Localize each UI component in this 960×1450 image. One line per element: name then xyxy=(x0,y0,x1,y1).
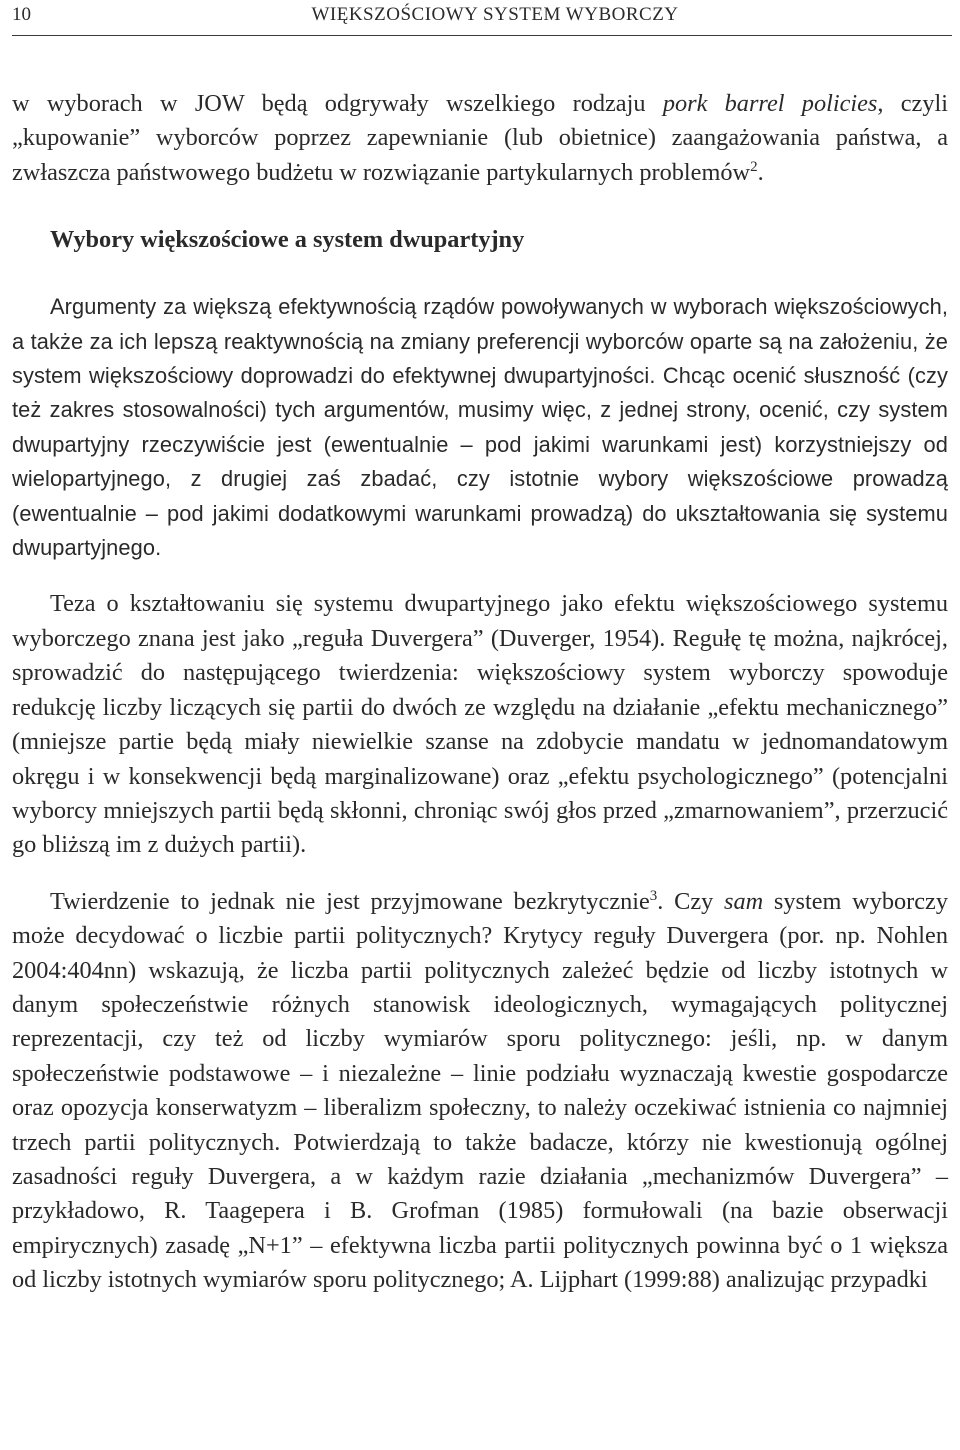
header-rule xyxy=(12,35,952,36)
criticism-text-part3: system wyborczy może decydować o liczbie partii politycznych? Krytycy reguły Duvergera (por. np. Nohlen 2004:404nn) wskazują, że liczba partii politycznych zależeć będzie od liczby istotnych w danym społeczeństwie różnych stanowisk ideologicznych, wymagających politycznej reprezentacji, czy też od liczby wymiarów sporu politycznego: jeśli, np. w danym społeczeństwie podstawowe – i niezależne – linie podziału wyznaczają kwestie gospodarcze oraz opozycja konserwatyzm – liberalizm społeczny, to należy oczekiwać istnienia co najmniej trzech partii politycznych. Potwierdzają to także badacze, którzy nie kwestionują ogólnej zasadności reguły Duvergera, a w każdym razie działania „mechanizmów Duvergera” – przykładowo, R. Taagepera i B. Grofman (1985) formułowali (na bazie obserwacji empirycznych) zasadę „N+1” – efektywna liczba partii politycznych powinna być o 1 większa od liczby istotnych wymiarów sporu politycznego; A. Lijphart (1999:88) analizując przypadki xyxy=(12,887,948,1294)
criticism-italic-word: sam xyxy=(724,887,764,915)
intro-italic-term: pork barrel policies xyxy=(662,90,878,117)
paragraph-duverger-rule: Teza o kształtowaniu się systemu dwupartyjnego jako efektu większościowego systemu wyborczego znana jest jako „reguła Duvergera” (Duverger, 1954). Regułę tę można, najkrócej, sprowadzić do następującego twierdzenia: większościowy system wyborczy spowoduje redukcję liczby liczących się partii do dwóch ze względu na działanie „efektu mechanicznego” (mniejsze partie będą miały niewielkie szanse na zdobycie mandatu w jednomandatowym okręgu i w konsekwencji będą marginalizowane) oraz „efektu psychologicznego” (potencjalni wyborcy mniejszych partii będą skłonni, chroniąc swój głos przed „zmarnowaniem”, przerzucić go bliższą im z dużych partii). xyxy=(12,590,948,859)
footnote-marker-3[interactable]: 3 xyxy=(649,887,658,904)
criticism-text-part1: Twierdzenie to jednak nie jest przyjmowane bezkrytycznie xyxy=(50,887,650,915)
paragraph-arguments: Argumenty za większą efektywnością rządów powoływanych w wyborach większościowych, a także za ich lepszą reaktywnością na zmiany preferencji wyborców oparte są na założeniu, że system większościowy doprowadzi do efektywnej dwupartyjności. Chcąc ocenić słuszność (czy też zakres stosowalności) tych argumentów, musimy więc, z jednej strony, ocenić, czy system dwupartyjny rzeczywiście jest (ewentualnie – pod jakimi warunkami jest) korzystniejszy od wielopartyjnego, z drugiej zaś zbadać, czy istotnie wybory większościowe prowadzą (ewentualnie – pod jakimi dodatkowymi warunkami prowadzą) do ukształtowania się systemu dwupartyjnego. xyxy=(12,294,948,561)
criticism-text-part2: . Czy xyxy=(657,887,725,915)
intro-paragraph xyxy=(12,87,948,190)
footnote-marker-2[interactable]: 2 xyxy=(750,158,758,175)
running-title: WIĘKSZOŚCIOWY SYSTEM WYBORCZY xyxy=(311,4,679,25)
body-text xyxy=(12,87,948,1298)
running-header xyxy=(12,2,948,28)
intro-text-part1: w wyborach w JOW będą odgrywały wszelkiego rodzaju xyxy=(12,90,663,117)
section-heading: Wybory większościowe a system dwupartyjny xyxy=(50,226,525,254)
page-number: 10 xyxy=(12,4,31,25)
intro-text-part2: , czyli „kupowanie” wyborców poprzez zapewnianie (lub obietnice) zaangażowania państwa, a zwłaszcza państwowego budżetu w rozwiązanie partykularnych problemów xyxy=(12,90,948,186)
paragraph-criticism xyxy=(12,885,948,1298)
intro-text-part3: . xyxy=(757,158,764,186)
